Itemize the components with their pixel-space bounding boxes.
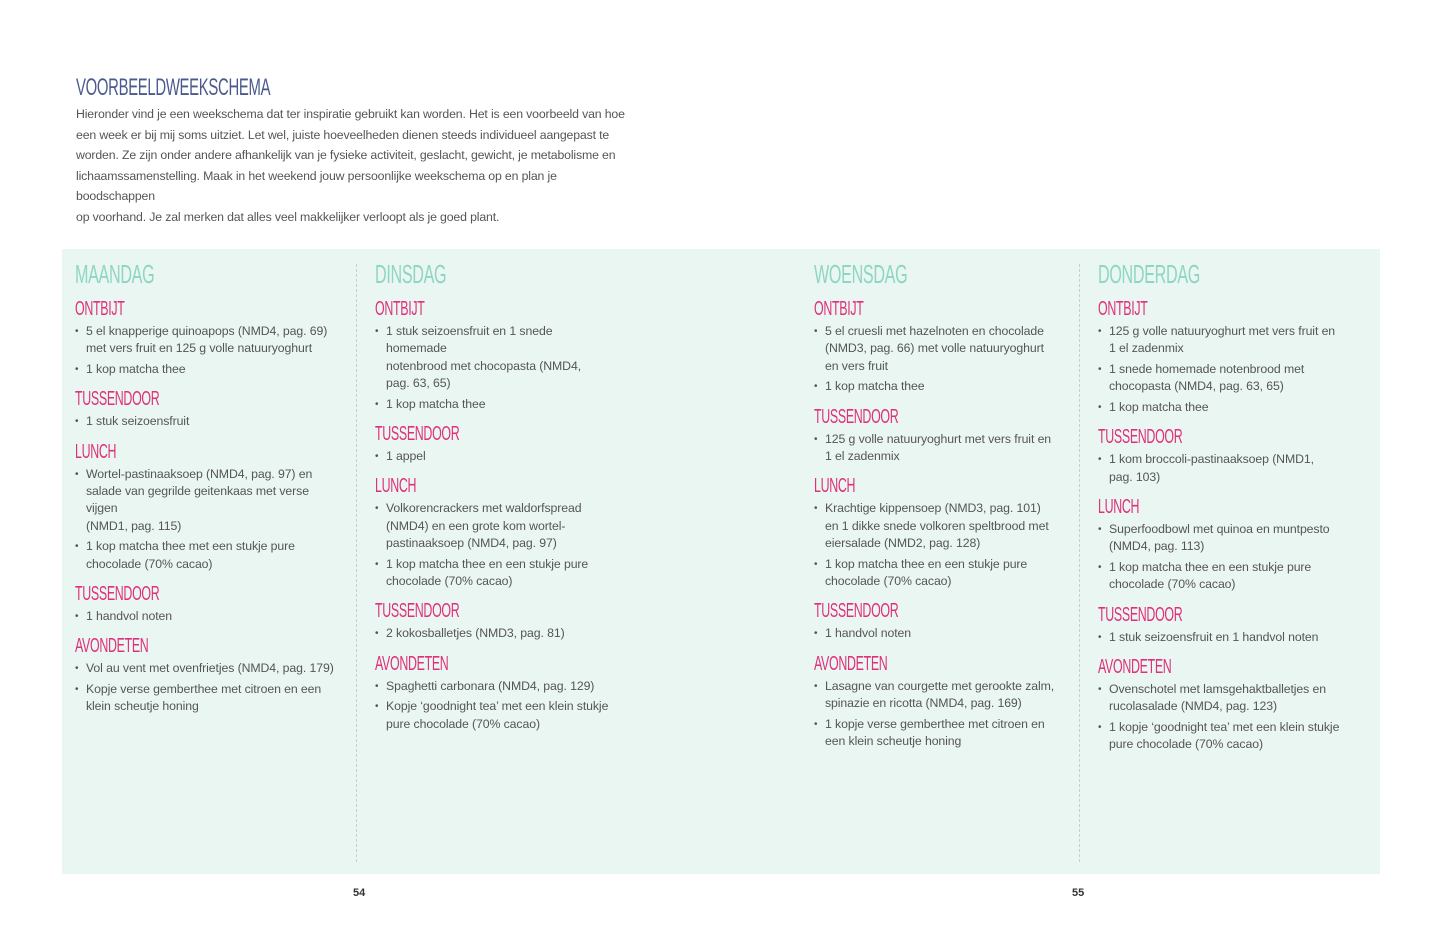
intro-line: worden. Ze zijn onder andere afhankelijk van je fysieke activiteit, geslacht, gewicht, je metabolisme en <box>76 148 616 163</box>
meal-item-line: • Lasagne van courgette met gerookte zalm, <box>825 678 1055 693</box>
meal-item <box>375 448 615 465</box>
meal-item <box>75 466 340 535</box>
meal-item-line: • 1 appel <box>386 448 426 463</box>
meal-item-line: • 125 g volle natuuryoghurt met vers fruit en <box>1109 324 1336 338</box>
meal-heading <box>814 600 1059 622</box>
meal-item <box>375 678 615 695</box>
meal-item-line: salade van gegrilde geitenkaas met verse vijgen <box>86 483 309 516</box>
meal-item-list <box>375 323 615 413</box>
meal-item-line: • 1 kop matcha thee en een stukje pure <box>386 556 589 571</box>
meal-item-list <box>375 500 615 590</box>
day-title-text: WOENSDAG <box>814 259 908 289</box>
meal-item-line: • 1 stuk seizoensfruit en 1 snede homemade <box>386 324 553 356</box>
day-title <box>75 258 340 292</box>
meal-item-line: (NMD1, pag. 115) <box>86 518 182 533</box>
meal-item <box>1098 323 1343 358</box>
meal-item-line: • 1 stuk seizoensfruit <box>86 414 190 429</box>
meal-heading <box>75 635 340 657</box>
meal-item-line: • 1 kop matcha thee <box>825 379 925 394</box>
meal-item-list <box>814 500 1059 590</box>
meal-item <box>75 323 340 358</box>
meal-item-list <box>75 413 340 430</box>
intro-line: op voorhand. Je zal merken dat alles veel makkelijker verloopt als je goed plant. <box>76 209 500 224</box>
meal-item <box>1098 451 1343 486</box>
meal-heading <box>375 600 615 622</box>
meal-item-line: • Kopje verse gemberthee met citroen en een <box>86 682 322 697</box>
meal-item <box>375 396 615 413</box>
intro-paragraph <box>76 104 636 228</box>
meal-heading-text: TUSSENDOOR <box>1098 426 1183 449</box>
meal-item-list <box>814 678 1059 751</box>
meal-item-line: • 1 kop matcha thee en een stukje pure <box>1109 560 1312 575</box>
meal-item-line: • 1 kop matcha thee <box>1109 400 1209 415</box>
meal-item-line: • 1 kop matcha thee <box>386 396 486 411</box>
meal-item-line: • 1 snede homemade notenbrood met <box>1109 362 1305 377</box>
meal-heading <box>814 653 1059 675</box>
meal-item-line: • 1 kop matcha thee <box>86 362 186 377</box>
meal-item-list <box>75 660 340 715</box>
meal-item-line: • Krachtige kippensoep (NMD3, pag. 101) <box>825 501 1041 516</box>
meal-item <box>375 556 615 591</box>
meal-item-line: chocolade (70% cacao) <box>825 573 952 588</box>
meal-item <box>814 378 1059 395</box>
day-title <box>375 258 615 292</box>
meal-heading <box>1098 604 1343 626</box>
meal-heading-text: TUSSENDOOR <box>75 582 160 605</box>
meal-item-line: met vers fruit en 125 g volle natuuryoghurt <box>86 341 313 356</box>
meal-item <box>75 538 340 573</box>
meal-item <box>1098 559 1343 594</box>
intro-line: Hieronder vind je een weekschema dat ter inspiratie gebruikt kan worden. Het is een voorbeeld van hoe <box>76 107 625 121</box>
meal-item-line: • 1 kop matcha thee met een stukje pure <box>86 539 295 554</box>
meal-item <box>375 500 615 552</box>
meal-heading-text: AVONDETEN <box>75 635 149 658</box>
column-divider <box>1079 264 1080 862</box>
meal-heading <box>75 298 340 320</box>
page-title-text: VOORBEELDWEEKSCHEMA <box>76 74 271 101</box>
meal-heading <box>814 475 1059 497</box>
meal-heading <box>1098 496 1343 518</box>
meal-heading <box>75 583 340 605</box>
meal-item-line: • Vol au vent met ovenfrietjes (NMD4, pag. 179) <box>86 661 334 676</box>
meal-item-list <box>375 678 615 733</box>
meal-heading-text: LUNCH <box>75 440 117 463</box>
meal-item-list <box>75 466 340 573</box>
day-title-text: DINSDAG <box>375 259 447 289</box>
meal-heading-text: TUSSENDOOR <box>1098 603 1183 626</box>
day-column-donderdag <box>1098 258 1343 757</box>
meal-item-line: chocolade (70% cacao) <box>386 573 513 588</box>
day-title <box>814 258 1059 292</box>
day-title-text: DONDERDAG <box>1098 259 1200 289</box>
meal-item <box>814 431 1059 466</box>
meal-item <box>814 625 1059 642</box>
meal-item-line: pure chocolade (70% cacao) <box>386 716 540 731</box>
meal-item <box>1098 399 1343 416</box>
meal-item-line: pastinaaksoep (NMD4, pag. 97) <box>386 535 557 550</box>
meal-item <box>814 716 1059 751</box>
meal-item-line: notenbrood met chocopasta (NMD4, <box>386 358 582 373</box>
meal-item-line: chocolade (70% cacao) <box>86 556 213 571</box>
meal-item-list <box>1098 681 1343 754</box>
meal-item-line: rucolasalade (NMD4, pag. 123) <box>1109 699 1277 714</box>
column-divider <box>356 264 357 862</box>
meal-item <box>75 361 340 378</box>
meal-item-line: • 1 kopje ‘goodnight tea’ met een klein stukje <box>1109 720 1340 735</box>
meal-heading-text: ONTBIJT <box>1098 298 1148 320</box>
meal-item-line: • 1 handvol noten <box>86 608 173 623</box>
meal-item-line: • 2 kokosballetjes (NMD3, pag. 81) <box>386 626 565 641</box>
meal-item-line: • Volkorencrackers met waldorfspread <box>386 501 582 516</box>
meal-item <box>75 681 340 716</box>
meal-item-line: • 5 el knapperige quinoapops (NMD4, pag. 69) <box>86 324 328 338</box>
meal-item-line: pag. 63, 65) <box>386 375 451 390</box>
meal-item-line: pure chocolade (70% cacao) <box>1109 737 1263 752</box>
meal-heading-text: LUNCH <box>375 475 417 498</box>
meal-heading-text: ONTBIJT <box>814 298 864 320</box>
meal-item-list <box>1098 521 1343 594</box>
meal-item-list <box>375 448 615 465</box>
meal-heading-text: LUNCH <box>1098 496 1140 519</box>
meal-item-line: spinazie en ricotta (NMD4, pag. 169) <box>825 695 1022 710</box>
meal-item <box>375 698 615 733</box>
meal-heading <box>75 388 340 410</box>
meal-heading-text: TUSSENDOOR <box>375 600 460 623</box>
meal-heading <box>1098 656 1343 678</box>
day-column-maandag <box>75 258 340 719</box>
meal-item <box>814 323 1059 375</box>
meal-heading <box>375 423 615 445</box>
meal-item-line: pag. 103) <box>1109 469 1161 484</box>
meal-item <box>1098 681 1343 716</box>
meal-item-line: (NMD4, pag. 113) <box>1109 539 1205 554</box>
meal-item-line: • 1 kom broccoli-pastinaaksoep (NMD1, <box>1109 452 1314 467</box>
meal-item-list <box>75 608 340 625</box>
meal-heading-text: TUSSENDOOR <box>375 422 460 445</box>
meal-item <box>75 413 340 430</box>
intro-line: een week er bij mij soms uitziet. Let wel, juiste hoeveelheden dienen steeds individueel aangepast te <box>76 127 610 142</box>
meal-item-line: (NMD3, pag. 66) met volle natuuryoghurt <box>825 341 1044 356</box>
meal-item-list <box>814 625 1059 642</box>
meal-item-list <box>814 431 1059 466</box>
meal-item-line: 1 el zadenmix <box>1109 341 1184 356</box>
meal-item-line: (NMD4) en een grote kom wortel- <box>386 518 566 533</box>
meal-item-line: 1 el zadenmix <box>825 448 900 463</box>
meal-item-line: • 5 el cruesli met hazelnoten en chocolade <box>825 324 1044 338</box>
intro-line: lichaamssamenstelling. Maak in het weekend jouw persoonlijke weekschema op en plan je boodschappen <box>76 168 557 204</box>
meal-item <box>1098 361 1343 396</box>
meal-item-line: • Superfoodbowl met quinoa en muntpesto <box>1109 522 1330 537</box>
meal-item <box>1098 629 1343 646</box>
meal-item <box>75 608 340 625</box>
intro-section <box>76 74 636 228</box>
day-title <box>1098 258 1343 292</box>
meal-heading <box>814 298 1059 320</box>
meal-item-line: chocolade (70% cacao) <box>1109 577 1236 592</box>
meal-item-line: eiersalade (NMD2, pag. 128) <box>825 535 981 550</box>
meal-heading <box>1098 426 1343 448</box>
meal-heading-text: TUSSENDOOR <box>814 600 899 623</box>
meal-item-line: chocopasta (NMD4, pag. 63, 65) <box>1109 379 1284 394</box>
meal-heading-text: TUSSENDOOR <box>814 405 899 428</box>
meal-item-list <box>1098 323 1343 416</box>
meal-heading-text: AVONDETEN <box>1098 656 1172 679</box>
meal-item <box>75 660 340 677</box>
page-number-right: 55 <box>1072 887 1085 899</box>
meal-heading-text: ONTBIJT <box>75 298 125 320</box>
meal-heading <box>375 298 615 320</box>
meal-item-line: • Wortel-pastinaaksoep (NMD4, pag. 97) en <box>86 466 313 481</box>
day-title-text: MAANDAG <box>75 259 155 289</box>
meal-item <box>375 323 615 392</box>
page-title <box>76 74 636 102</box>
meal-item-line: • Spaghetti carbonara (NMD4, pag. 129) <box>386 678 595 693</box>
meal-item-line: klein scheutje honing <box>86 699 199 714</box>
meal-heading-text: TUSSENDOOR <box>75 388 160 411</box>
meal-item-list <box>1098 629 1343 646</box>
meal-item-list <box>814 323 1059 396</box>
meal-heading-text: LUNCH <box>814 475 856 498</box>
day-column-woensdag <box>814 258 1059 754</box>
meal-heading <box>814 406 1059 428</box>
meal-item <box>814 500 1059 552</box>
meal-item-list <box>375 625 615 642</box>
meal-heading <box>1098 298 1343 320</box>
meal-item-list <box>75 323 340 378</box>
meal-item <box>375 625 615 642</box>
meal-item-line: • 1 stuk seizoensfruit en 1 handvol noten <box>1109 629 1319 644</box>
meal-item <box>1098 719 1343 754</box>
page-number-left: 54 <box>353 887 366 899</box>
meal-heading <box>75 441 340 463</box>
meal-item <box>814 678 1059 713</box>
meal-item-line: • Kopje ‘goodnight tea’ met een klein stukje <box>386 699 609 714</box>
meal-item-line: • 1 handvol noten <box>825 626 912 641</box>
meal-item-line: een klein scheutje honing <box>825 733 962 748</box>
meal-item-line: en 1 dikke snede volkoren speltbrood met <box>825 518 1049 533</box>
meal-item-line: en vers fruit <box>825 358 888 373</box>
meal-heading-text: ONTBIJT <box>375 298 425 320</box>
meal-item-list <box>1098 451 1343 486</box>
meal-heading <box>375 653 615 675</box>
meal-item <box>814 556 1059 591</box>
meal-item-line: • 1 kopje verse gemberthee met citroen en <box>825 716 1045 731</box>
meal-heading-text: AVONDETEN <box>814 652 888 675</box>
meal-item-line: • 1 kop matcha thee en een stukje pure <box>825 556 1028 571</box>
meal-item <box>1098 521 1343 556</box>
day-column-dinsdag <box>375 258 615 736</box>
meal-item-line: • Ovenschotel met lamsgehaktballetjes en <box>1109 682 1326 697</box>
meal-heading-text: AVONDETEN <box>375 652 449 675</box>
meal-heading <box>375 475 615 497</box>
meal-item-line: • 125 g volle natuuryoghurt met vers fruit en <box>825 431 1052 446</box>
